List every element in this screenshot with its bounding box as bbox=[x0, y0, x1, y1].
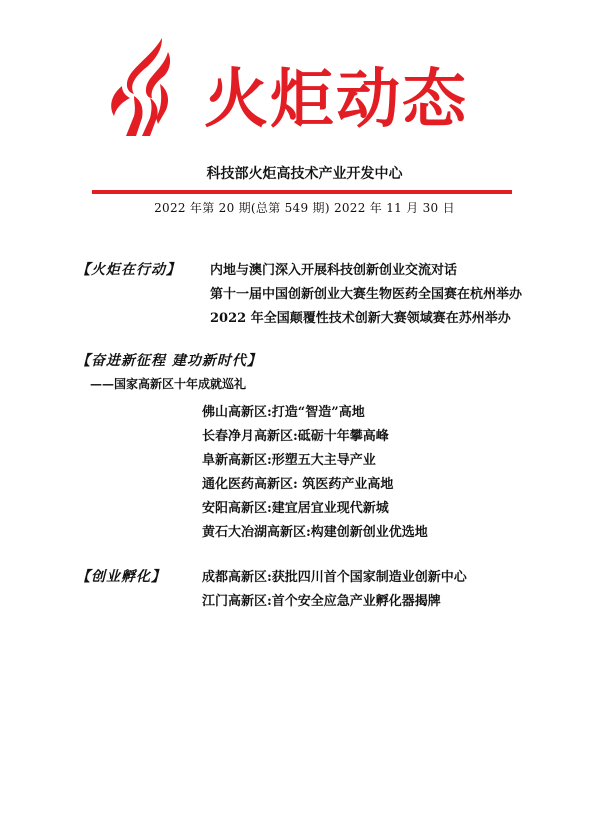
section-label-incubation: 【创业孵化】 bbox=[76, 569, 166, 585]
toc-item[interactable]: 长春净月高新区:砥砺十年攀高峰 bbox=[202, 429, 389, 444]
toc-item[interactable]: 内地与澳门深入开展科技创新创业交流对话 bbox=[210, 263, 458, 278]
torch-flame-icon bbox=[104, 38, 184, 138]
toc-item[interactable]: 阜新高新区:形塑五大主导产业 bbox=[202, 453, 376, 468]
toc-item[interactable]: 佛山高新区:打造“智造”高地 bbox=[202, 405, 365, 420]
toc-item[interactable]: 通化医药高新区: 筑医药产业高地 bbox=[202, 477, 394, 492]
section-label-journey: 【奋进新征程 建功新时代】 bbox=[76, 353, 262, 369]
section-subtitle: ——国家高新区十年成就巡礼 bbox=[90, 377, 247, 391]
publisher-name: 科技部火炬高技术产业开发中心 bbox=[206, 166, 403, 182]
header-divider bbox=[92, 190, 512, 194]
toc-item[interactable]: 第十一届中国创新创业大赛生物医药全国赛在杭州举办 bbox=[210, 287, 523, 302]
toc-item[interactable]: 黄石大冶湖高新区:构建创新创业优选地 bbox=[202, 525, 428, 540]
toc-item[interactable]: 江门高新区:首个安全应急产业孵化器揭牌 bbox=[202, 594, 441, 609]
toc-item[interactable]: 成都高新区:获批四川首个国家制造业创新中心 bbox=[202, 570, 467, 585]
masthead-title: 火炬动态 bbox=[204, 63, 468, 137]
section-label-action: 【火炬在行动】 bbox=[76, 262, 181, 278]
toc-item[interactable]: 安阳高新区:建宜居宜业现代新城 bbox=[202, 501, 389, 516]
issue-info: 2022 年第 20 期(总第 549 期) 2022 年 11 月 30 日 bbox=[154, 201, 455, 215]
toc-item[interactable]: 2022 年全国颠覆性技术创新大赛领域赛在苏州举办 bbox=[210, 311, 511, 326]
